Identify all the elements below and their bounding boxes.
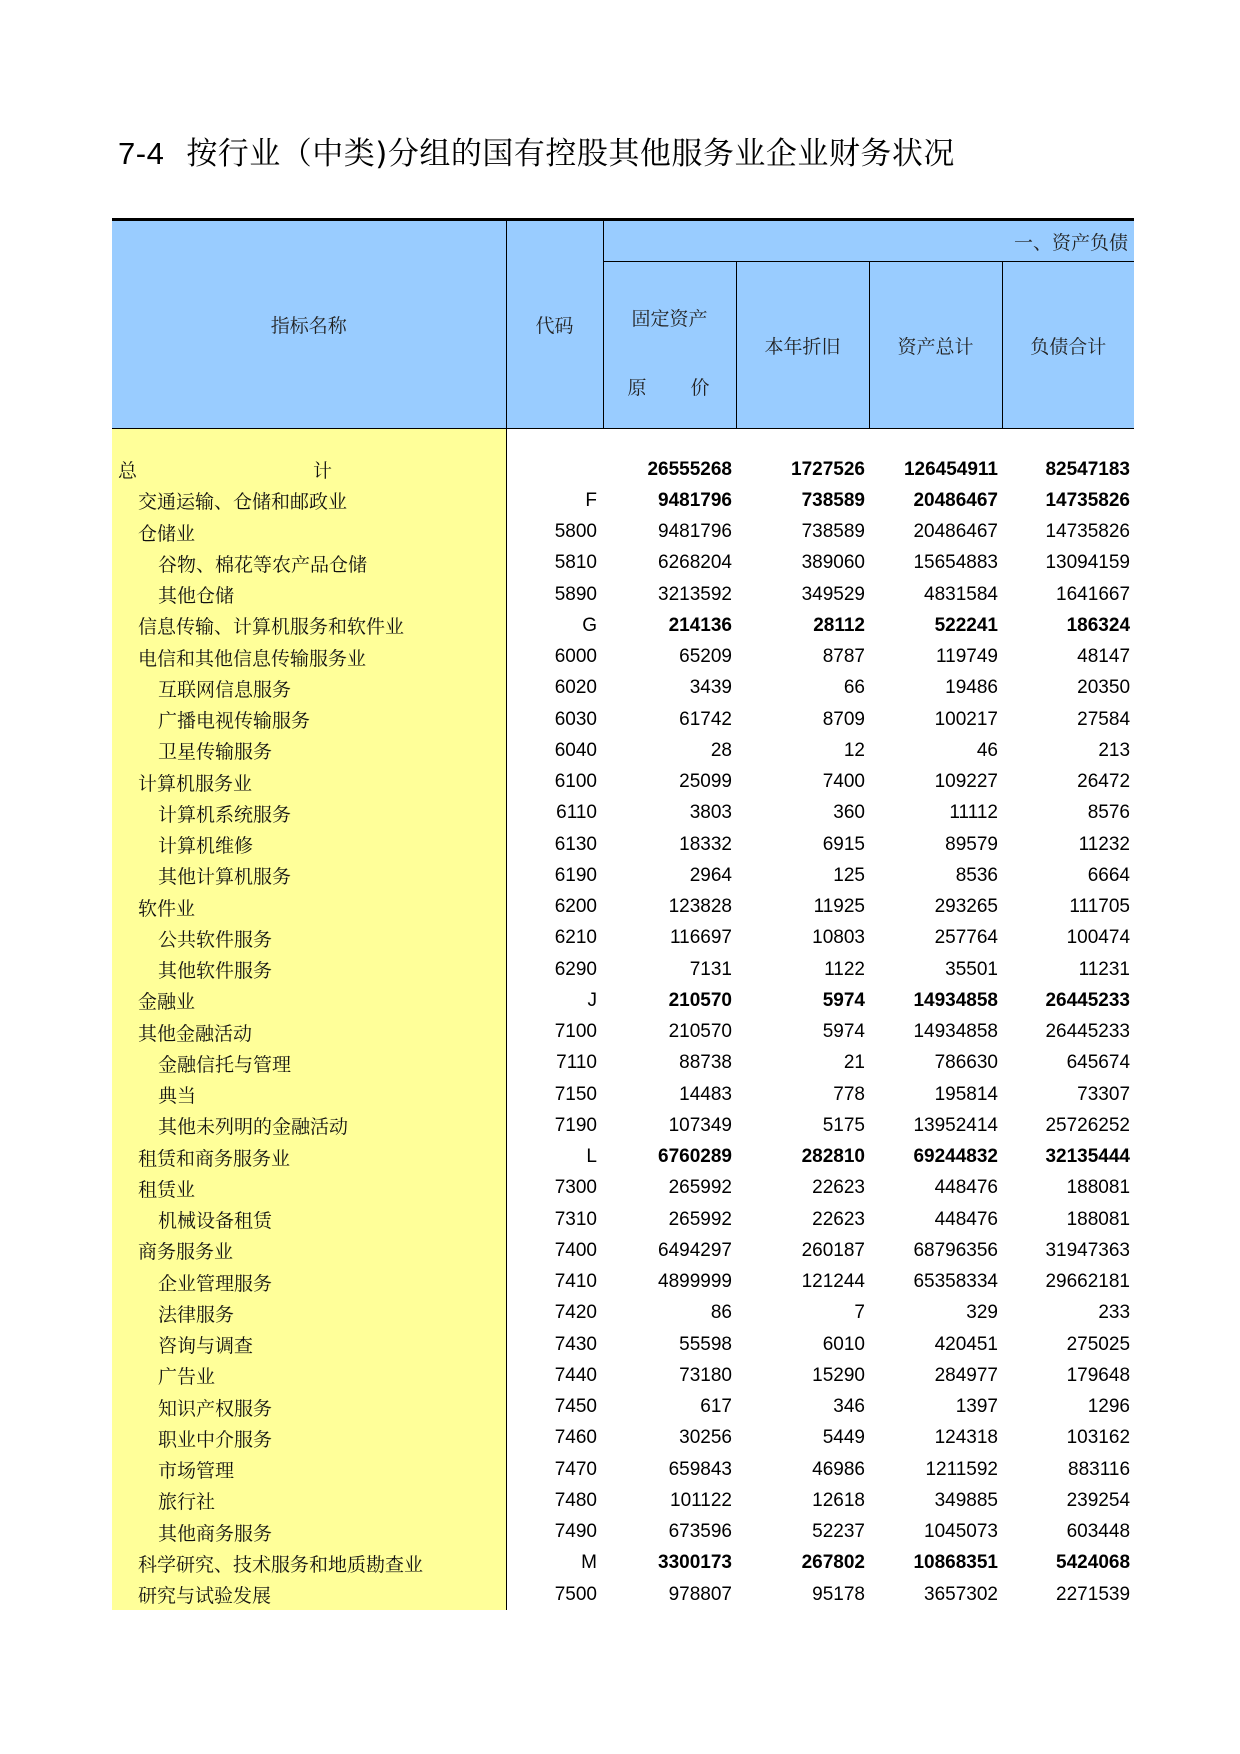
row-name: 金融信托与管理 bbox=[112, 1048, 506, 1079]
row-total-assets: 100217 bbox=[934, 708, 998, 730]
table-row bbox=[112, 517, 1134, 548]
row-depreciation: 22623 bbox=[812, 1177, 865, 1199]
row-fixed-assets: 101122 bbox=[670, 1489, 732, 1511]
row-total-assets: 1045073 bbox=[924, 1521, 998, 1543]
row-total-assets: 126454911 bbox=[903, 458, 998, 480]
row-name: 其他仓储 bbox=[112, 579, 506, 610]
row-name: 典当 bbox=[112, 1079, 506, 1110]
row-depreciation: 346 bbox=[833, 1396, 865, 1418]
header-original-value-label: 原 价 bbox=[627, 377, 712, 399]
row-code: 6020 bbox=[554, 677, 597, 699]
table-row bbox=[112, 1110, 1134, 1141]
row-name: 市场管理 bbox=[112, 1454, 506, 1485]
row-fixed-assets: 61742 bbox=[679, 708, 732, 730]
row-name: 咨询与调查 bbox=[112, 1329, 506, 1360]
row-code: 7480 bbox=[554, 1489, 597, 1511]
row-total-assets: 89579 bbox=[945, 833, 998, 855]
row-depreciation: 5449 bbox=[822, 1427, 865, 1449]
table-row bbox=[112, 860, 1134, 891]
row-depreciation: 5974 bbox=[822, 1021, 865, 1043]
row-code: 7490 bbox=[554, 1521, 597, 1543]
row-code: 6030 bbox=[554, 708, 597, 730]
row-total-liabilities: 26445233 bbox=[1045, 1021, 1131, 1043]
table-row bbox=[112, 1173, 1134, 1204]
row-fixed-assets: 88738 bbox=[679, 1052, 732, 1074]
row-code: 6130 bbox=[554, 833, 597, 855]
row-name: 计算机维修 bbox=[112, 829, 506, 860]
row-depreciation: 95178 bbox=[812, 1583, 865, 1605]
row-name: 职业中介服务 bbox=[112, 1423, 506, 1454]
row-name: 信息传输、计算机服务和软件业 bbox=[112, 610, 506, 641]
row-fixed-assets: 3803 bbox=[689, 802, 732, 824]
table-row bbox=[112, 1392, 1134, 1423]
row-depreciation: 282810 bbox=[801, 1146, 865, 1168]
row-fixed-assets: 25099 bbox=[679, 771, 732, 793]
row-total-assets: 10868351 bbox=[913, 1552, 998, 1574]
row-total-liabilities: 48147 bbox=[1077, 646, 1131, 668]
row-total-assets: 13952414 bbox=[913, 1114, 998, 1136]
table-row bbox=[112, 767, 1134, 798]
row-depreciation: 7400 bbox=[822, 771, 865, 793]
header-indicator-name: 指标名称 bbox=[112, 220, 506, 429]
row-total-assets: 8536 bbox=[955, 864, 998, 886]
row-fixed-assets: 6494297 bbox=[658, 1239, 732, 1261]
row-total-liabilities: 73307 bbox=[1077, 1083, 1131, 1105]
row-total-liabilities: 213 bbox=[1098, 739, 1131, 761]
row-depreciation: 5175 bbox=[822, 1114, 865, 1136]
header-fixed-assets-original-value bbox=[603, 262, 736, 429]
row-fixed-assets: 18332 bbox=[679, 833, 732, 855]
row-name: 研究与试验发展 bbox=[112, 1579, 506, 1610]
row-code: 5890 bbox=[554, 583, 597, 605]
spacer-cell bbox=[112, 429, 506, 455]
row-code: 7430 bbox=[554, 1333, 597, 1355]
row-code: 7190 bbox=[554, 1114, 597, 1136]
table-row bbox=[112, 642, 1134, 673]
table-row bbox=[112, 985, 1134, 1016]
row-fixed-assets: 55598 bbox=[679, 1333, 732, 1355]
row-fixed-assets: 30256 bbox=[679, 1427, 732, 1449]
row-depreciation: 1122 bbox=[824, 958, 865, 980]
row-depreciation: 1727526 bbox=[791, 458, 865, 480]
row-total-assets: 4831584 bbox=[924, 583, 998, 605]
table-row bbox=[112, 704, 1134, 735]
table-number: 7-4 bbox=[118, 136, 165, 171]
row-name: 广播电视传输服务 bbox=[112, 704, 506, 735]
row-total-liabilities: 111705 bbox=[1069, 896, 1131, 918]
row-name: 软件业 bbox=[112, 892, 506, 923]
row-total-liabilities: 82547183 bbox=[1045, 458, 1131, 480]
header-code: 代码 bbox=[506, 220, 603, 429]
row-name: 其他未列明的金融活动 bbox=[112, 1110, 506, 1141]
header-total-assets: 资产总计 bbox=[869, 262, 1002, 429]
row-code: 7470 bbox=[554, 1458, 597, 1480]
row-fixed-assets: 65209 bbox=[679, 646, 732, 668]
row-fixed-assets: 86 bbox=[710, 1302, 732, 1324]
row-fixed-assets: 14483 bbox=[679, 1083, 732, 1105]
table-row bbox=[112, 1235, 1134, 1266]
row-total-assets: 1397 bbox=[955, 1396, 998, 1418]
row-code: 7310 bbox=[554, 1208, 597, 1230]
table-row bbox=[112, 1485, 1134, 1516]
table-row bbox=[112, 1079, 1134, 1110]
row-depreciation: 22623 bbox=[812, 1208, 865, 1230]
row-fixed-assets: 659843 bbox=[668, 1458, 732, 1480]
row-total-assets: 1211592 bbox=[925, 1458, 998, 1480]
row-code: 7420 bbox=[554, 1302, 597, 1324]
row-total-liabilities: 13094159 bbox=[1045, 552, 1131, 574]
table-row bbox=[112, 923, 1134, 954]
row-fixed-assets: 978807 bbox=[668, 1583, 732, 1605]
row-total-liabilities: 29662181 bbox=[1045, 1271, 1131, 1293]
row-total-assets: 448476 bbox=[934, 1208, 998, 1230]
row-total-assets: 448476 bbox=[934, 1177, 998, 1199]
row-total-liabilities: 188081 bbox=[1066, 1177, 1131, 1199]
row-total-liabilities: 186324 bbox=[1066, 614, 1131, 636]
row-code: 6100 bbox=[554, 771, 597, 793]
row-total-assets: 195814 bbox=[934, 1083, 998, 1105]
table-row bbox=[112, 1142, 1134, 1173]
row-name: 知识产权服务 bbox=[112, 1392, 506, 1423]
row-fixed-assets: 6268204 bbox=[658, 552, 732, 574]
row-fixed-assets: 116697 bbox=[670, 927, 732, 949]
row-code: 6110 bbox=[556, 802, 597, 824]
row-fixed-assets: 28 bbox=[710, 739, 732, 761]
header-fixed-assets-label: 固定资产 bbox=[631, 308, 708, 330]
row-total-liabilities: 8576 bbox=[1087, 802, 1131, 824]
table-row bbox=[112, 798, 1134, 829]
row-depreciation: 125 bbox=[833, 864, 865, 886]
row-name: 电信和其他信息传输服务业 bbox=[112, 642, 506, 673]
table-row bbox=[112, 735, 1134, 766]
row-total-liabilities: 26445233 bbox=[1045, 989, 1131, 1011]
row-depreciation: 267802 bbox=[801, 1552, 865, 1574]
row-name: 谷物、棉花等农产品仓储 bbox=[112, 548, 506, 579]
row-depreciation: 12618 bbox=[812, 1489, 865, 1511]
row-name: 互联网信息服务 bbox=[112, 673, 506, 704]
row-depreciation: 15290 bbox=[812, 1364, 865, 1386]
row-depreciation: 28112 bbox=[813, 614, 865, 636]
row-code bbox=[506, 454, 603, 485]
row-code: 7450 bbox=[554, 1396, 597, 1418]
page-title bbox=[118, 128, 955, 173]
row-code: M bbox=[581, 1552, 597, 1574]
header-section-assets-liabilities: 一、资产负债 bbox=[603, 220, 1134, 262]
row-total-liabilities: 645674 bbox=[1066, 1052, 1131, 1074]
row-name: 其他金融活动 bbox=[112, 1017, 506, 1048]
row-total-liabilities: 5424068 bbox=[1056, 1552, 1131, 1574]
row-depreciation: 5974 bbox=[822, 989, 865, 1011]
row-depreciation: 6010 bbox=[822, 1333, 865, 1355]
table-body bbox=[112, 429, 1134, 1611]
table-row bbox=[112, 548, 1134, 579]
row-code: 7150 bbox=[554, 1083, 597, 1105]
row-code: L bbox=[586, 1146, 597, 1168]
row-total-assets: 349885 bbox=[934, 1489, 998, 1511]
row-fixed-assets: 3439 bbox=[689, 677, 732, 699]
row-total-assets: 522241 bbox=[934, 614, 998, 636]
row-total-liabilities: 14735826 bbox=[1045, 521, 1131, 543]
table-row bbox=[112, 454, 1134, 485]
row-total-assets: 19486 bbox=[945, 677, 998, 699]
row-code: 7300 bbox=[554, 1177, 597, 1199]
row-name: 企业管理服务 bbox=[112, 1267, 506, 1298]
row-total-assets: 329 bbox=[966, 1302, 998, 1324]
row-fixed-assets: 4899999 bbox=[658, 1271, 732, 1293]
row-total-liabilities: 20350 bbox=[1077, 677, 1131, 699]
row-total-liabilities: 239254 bbox=[1066, 1489, 1131, 1511]
row-code: 7100 bbox=[554, 1021, 597, 1043]
row-total-liabilities: 32135444 bbox=[1045, 1146, 1131, 1168]
table-row bbox=[112, 485, 1134, 516]
row-total-liabilities: 11231 bbox=[1078, 958, 1131, 980]
row-fixed-assets: 107349 bbox=[668, 1114, 732, 1136]
row-total-assets: 119749 bbox=[936, 646, 998, 668]
row-name: 其他商务服务 bbox=[112, 1517, 506, 1548]
row-total-liabilities: 1296 bbox=[1087, 1396, 1131, 1418]
row-total-liabilities: 103162 bbox=[1066, 1427, 1131, 1449]
table-title-text: 按行业（中类)分组的国有控股其他服务业企业财务状况 bbox=[186, 136, 955, 172]
row-fixed-assets: 210570 bbox=[668, 989, 732, 1011]
row-name: 其他计算机服务 bbox=[112, 860, 506, 891]
table-row bbox=[112, 1548, 1134, 1579]
row-fixed-assets: 265992 bbox=[668, 1177, 732, 1199]
table-row bbox=[112, 610, 1134, 641]
table-row bbox=[112, 1204, 1134, 1235]
row-depreciation: 8709 bbox=[822, 708, 865, 730]
table-row bbox=[112, 1454, 1134, 1485]
table-row bbox=[112, 1298, 1134, 1329]
row-total-liabilities: 275025 bbox=[1066, 1333, 1131, 1355]
row-total-liabilities: 100474 bbox=[1066, 927, 1131, 949]
row-total-liabilities: 1641667 bbox=[1056, 583, 1131, 605]
row-depreciation: 121244 bbox=[801, 1271, 865, 1293]
row-name: 金融业 bbox=[112, 985, 506, 1016]
row-fixed-assets: 9481796 bbox=[658, 489, 732, 511]
row-total-assets: 68796356 bbox=[913, 1239, 998, 1261]
row-name: 其他软件服务 bbox=[112, 954, 506, 985]
row-fixed-assets: 617 bbox=[700, 1396, 732, 1418]
row-depreciation: 738589 bbox=[801, 521, 865, 543]
row-name: 租赁业 bbox=[112, 1173, 506, 1204]
row-depreciation: 738589 bbox=[801, 489, 865, 511]
row-total-assets: 3657302 bbox=[924, 1583, 998, 1605]
row-fixed-assets: 6760289 bbox=[658, 1146, 732, 1168]
row-depreciation: 349529 bbox=[801, 583, 865, 605]
financial-table bbox=[112, 218, 1134, 1610]
row-code: 6190 bbox=[554, 864, 597, 886]
row-total-assets: 15654883 bbox=[913, 552, 998, 574]
row-total-assets: 20486467 bbox=[913, 489, 998, 511]
row-code: 7460 bbox=[554, 1427, 597, 1449]
row-name: 公共软件服务 bbox=[112, 923, 506, 954]
table-row bbox=[112, 1017, 1134, 1048]
spacer-cell bbox=[506, 429, 1134, 455]
row-total-liabilities: 2271539 bbox=[1056, 1583, 1131, 1605]
row-total-assets: 65358334 bbox=[913, 1271, 998, 1293]
row-total-liabilities: 14735826 bbox=[1045, 489, 1131, 511]
row-name: 法律服务 bbox=[112, 1298, 506, 1329]
row-name: 总 计 bbox=[112, 454, 506, 485]
row-code: 6000 bbox=[554, 646, 597, 668]
row-fixed-assets: 7131 bbox=[689, 958, 732, 980]
row-total-assets: 11112 bbox=[949, 802, 998, 824]
row-name: 交通运输、仓储和邮政业 bbox=[112, 485, 506, 516]
row-total-liabilities: 6664 bbox=[1087, 864, 1131, 886]
row-total-liabilities: 188081 bbox=[1066, 1208, 1131, 1230]
table-row bbox=[112, 892, 1134, 923]
row-depreciation: 66 bbox=[843, 677, 865, 699]
row-fixed-assets: 26555268 bbox=[647, 458, 732, 480]
row-total-assets: 124318 bbox=[934, 1427, 998, 1449]
row-depreciation: 12 bbox=[843, 739, 865, 761]
table-row bbox=[112, 829, 1134, 860]
row-code: 6210 bbox=[554, 927, 597, 949]
row-total-assets: 420451 bbox=[934, 1333, 998, 1355]
row-fixed-assets: 9481796 bbox=[658, 521, 732, 543]
row-total-liabilities: 26472 bbox=[1077, 771, 1131, 793]
row-code: 7110 bbox=[556, 1052, 597, 1074]
row-total-liabilities: 179648 bbox=[1066, 1364, 1131, 1386]
row-name: 旅行社 bbox=[112, 1485, 506, 1516]
row-code: 6040 bbox=[554, 739, 597, 761]
row-total-assets: 35501 bbox=[945, 958, 998, 980]
row-fixed-assets: 3300173 bbox=[658, 1552, 732, 1574]
row-fixed-assets: 673596 bbox=[668, 1521, 732, 1543]
row-code: 6290 bbox=[554, 958, 597, 980]
row-depreciation: 778 bbox=[833, 1083, 865, 1105]
table-row bbox=[112, 1517, 1134, 1548]
row-depreciation: 8787 bbox=[822, 646, 865, 668]
row-total-assets: 46 bbox=[976, 739, 998, 761]
row-code: 7410 bbox=[554, 1271, 597, 1293]
row-fixed-assets: 214136 bbox=[668, 614, 732, 636]
row-depreciation: 7 bbox=[854, 1302, 865, 1324]
row-name: 计算机服务业 bbox=[112, 767, 506, 798]
table-row bbox=[112, 1360, 1134, 1391]
row-depreciation: 10803 bbox=[812, 927, 865, 949]
row-depreciation: 360 bbox=[833, 802, 865, 824]
row-total-liabilities: 25726252 bbox=[1045, 1114, 1131, 1136]
row-code: 5810 bbox=[554, 552, 597, 574]
row-name: 卫星传输服务 bbox=[112, 735, 506, 766]
row-total-liabilities: 27584 bbox=[1077, 708, 1131, 730]
row-fixed-assets: 73180 bbox=[679, 1364, 732, 1386]
row-fixed-assets: 123828 bbox=[668, 896, 732, 918]
row-total-liabilities: 883116 bbox=[1068, 1458, 1131, 1480]
row-depreciation: 21 bbox=[843, 1052, 865, 1074]
financial-table-container bbox=[112, 218, 1134, 1610]
row-code: 7400 bbox=[554, 1239, 597, 1261]
row-fixed-assets: 265992 bbox=[668, 1208, 732, 1230]
table-row bbox=[112, 1579, 1134, 1610]
row-name: 科学研究、技术服务和地质勘查业 bbox=[112, 1548, 506, 1579]
row-code: 6200 bbox=[554, 896, 597, 918]
row-depreciation: 11925 bbox=[813, 896, 865, 918]
row-name: 仓储业 bbox=[112, 517, 506, 548]
row-total-assets: 293265 bbox=[934, 896, 998, 918]
spacer-row bbox=[112, 429, 1134, 455]
row-code: F bbox=[585, 489, 597, 511]
table-row bbox=[112, 579, 1134, 610]
row-code: 5800 bbox=[554, 521, 597, 543]
row-name: 商务服务业 bbox=[112, 1235, 506, 1266]
table-row bbox=[112, 954, 1134, 985]
row-total-assets: 20486467 bbox=[913, 521, 998, 543]
row-depreciation: 389060 bbox=[801, 552, 865, 574]
row-code: 7500 bbox=[554, 1583, 597, 1605]
table-header bbox=[112, 220, 1134, 429]
row-code: 7440 bbox=[554, 1364, 597, 1386]
header-total-liabilities: 负债合计 bbox=[1002, 262, 1134, 429]
row-name: 计算机系统服务 bbox=[112, 798, 506, 829]
table-row bbox=[112, 1267, 1134, 1298]
row-total-liabilities: 233 bbox=[1098, 1302, 1131, 1324]
row-depreciation: 6915 bbox=[822, 833, 865, 855]
row-code: J bbox=[587, 989, 597, 1011]
row-total-assets: 14934858 bbox=[913, 989, 998, 1011]
row-fixed-assets: 210570 bbox=[668, 1021, 732, 1043]
table-row bbox=[112, 1329, 1134, 1360]
row-total-assets: 257764 bbox=[934, 927, 998, 949]
row-total-liabilities: 11232 bbox=[1078, 833, 1131, 855]
row-fixed-assets: 2964 bbox=[689, 864, 732, 886]
row-fixed-assets: 3213592 bbox=[658, 583, 732, 605]
table-row bbox=[112, 1048, 1134, 1079]
row-total-assets: 69244832 bbox=[913, 1146, 998, 1168]
row-code: G bbox=[582, 614, 597, 636]
row-total-assets: 109227 bbox=[934, 771, 998, 793]
row-total-liabilities: 31947363 bbox=[1045, 1239, 1131, 1261]
header-depreciation: 本年折旧 bbox=[736, 262, 869, 429]
row-total-liabilities: 603448 bbox=[1066, 1521, 1131, 1543]
row-total-assets: 14934858 bbox=[913, 1021, 998, 1043]
row-depreciation: 52237 bbox=[812, 1521, 865, 1543]
row-name: 广告业 bbox=[112, 1360, 506, 1391]
row-total-assets: 786630 bbox=[934, 1052, 998, 1074]
row-depreciation: 260187 bbox=[801, 1239, 865, 1261]
row-depreciation: 46986 bbox=[812, 1458, 865, 1480]
table-row bbox=[112, 1423, 1134, 1454]
table-row bbox=[112, 673, 1134, 704]
row-name: 机械设备租赁 bbox=[112, 1204, 506, 1235]
row-name: 租赁和商务服务业 bbox=[112, 1142, 506, 1173]
row-total-assets: 284977 bbox=[934, 1364, 998, 1386]
